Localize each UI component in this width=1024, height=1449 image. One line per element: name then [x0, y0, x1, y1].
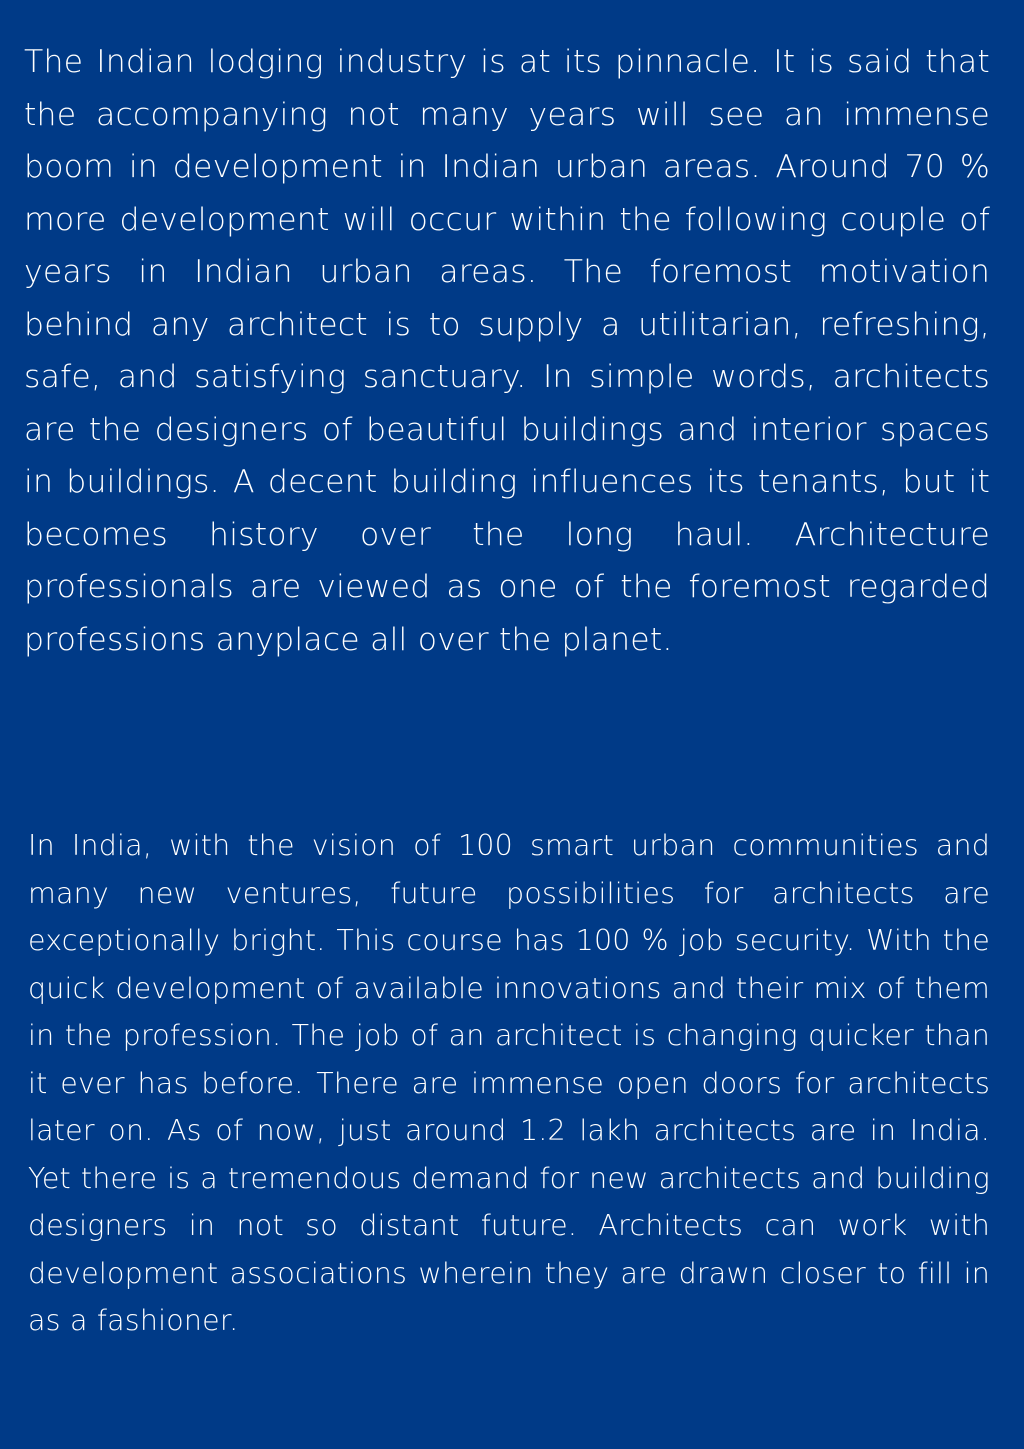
body-paragraph-future-prospects: In India, with the vision of 100 smart urban communities and many new ventures, future possibilities for architects are exceptionally bright. This course has 100 % job security. With the quick development of available innovations and their mix of them in the profession. The job of an architect is changing quicker than it ever has before. There are immense open doors for architects later on. As of now, just around 1.2 lakh architects are in India. Yet there is a tremendous demand for new architects and building designers in not so distant future. Architects can work with development associations wherein they are drawn closer to fill in as a fashioner. — [28, 829, 990, 1337]
body-paragraph-lodging-industry: The Indian lodging industry is at its pinnacle. It is said that the accompanying not many years will see an immense boom in development in Indian urban areas. Around 70 % more development will occur within the following couple of years in Indian urban areas. The foremost motivation behind any architect is to supply a utilitarian, refreshing, safe, and satisfying sanctuary. In simple words, architects are the designers of beautiful buildings and interior spaces in buildings. A decent building influences its tenants, but it becomes history over the long haul. Architecture professionals are viewed as one of the foremost regarded professions anyplace all over the planet. — [24, 44, 990, 658]
